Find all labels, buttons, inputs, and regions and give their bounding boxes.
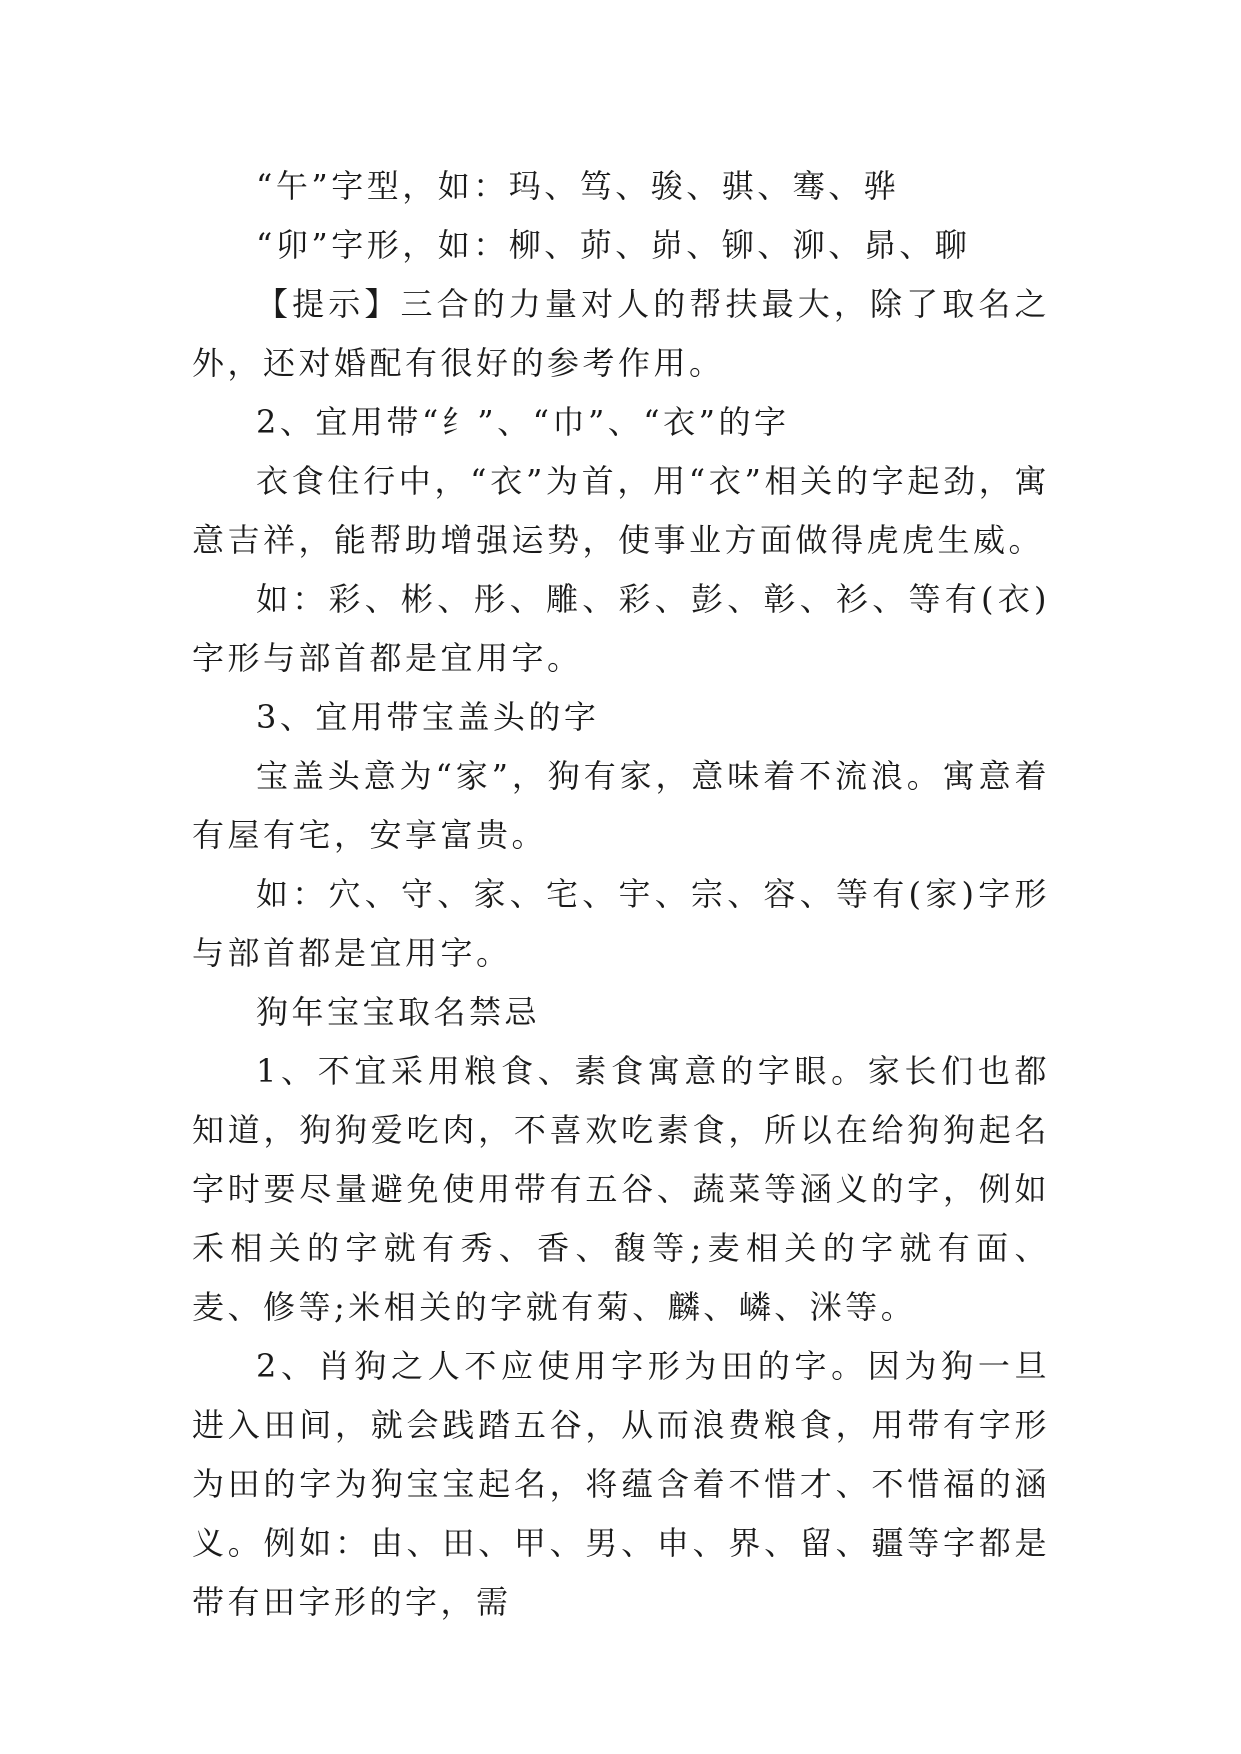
paragraph-roof-examples: 如：穴、守、家、宅、宇、宗、容、等有(家)字形与部首都是宜用字。 bbox=[192, 875, 1050, 972]
paragraph-taboo-2: 2、肖狗之人不应使用字形为田的字。因为狗一旦进入田间，就会践踏五谷，从而浪费粮食，用带有字形为田的字为狗宝宝起名，将蕴含着不惜才、不惜福的涵义。例如：由、田、甲、男、申、界、留、疆等字都是带有田字形的字，需 bbox=[192, 1347, 1050, 1621]
paragraph-roof-meaning: 宝盖头意为“家”，狗有家，意味着不流浪。寓意着有屋有宅，安享富贵。 bbox=[192, 757, 1050, 854]
paragraph-mao-char-type: “卯”字形，如：柳、茆、峁、铆、泖、昴、聊 bbox=[256, 226, 971, 264]
paragraph-wu-char-type: “午”字型，如：玛、笃、骏、骐、骞、骅 bbox=[256, 167, 900, 205]
paragraph-tip: 【提示】三合的力量对人的帮扶最大，除了取名之外，还对婚配有很好的参考作用。 bbox=[192, 285, 1050, 382]
paragraph-taboo-1: 1、不宜采用粮食、素食寓意的字眼。家长们也都知道，狗狗爱吃肉，不喜欢吃素食，所以在给狗狗起名字时要尽量避免使用带有五谷、蔬菜等涵义的字，例如禾相关的字就有秀、香、馥等;麦相关的字就有面、麦、修等;米相关的字就有菊、麟、嶙、洣等。 bbox=[192, 1052, 1050, 1326]
heading-item-3: 3、宜用带宝盖头的字 bbox=[256, 698, 600, 736]
document-body bbox=[192, 157, 1050, 1632]
paragraph-clothing-examples: 如：彩、彬、彤、雕、彩、彭、彰、衫、等有(衣)字形与部首都是宜用字。 bbox=[192, 580, 1050, 677]
section-heading-taboos: 狗年宝宝取名禁忌 bbox=[256, 993, 541, 1031]
heading-item-2: 2、宜用带“纟”、“巾”、“衣”的字 bbox=[256, 403, 790, 441]
paragraph-clothing-meaning: 衣食住行中，“衣”为首，用“衣”相关的字起劲，寓意吉祥，能帮助增强运势，使事业方面做得虎虎生威。 bbox=[192, 462, 1050, 559]
